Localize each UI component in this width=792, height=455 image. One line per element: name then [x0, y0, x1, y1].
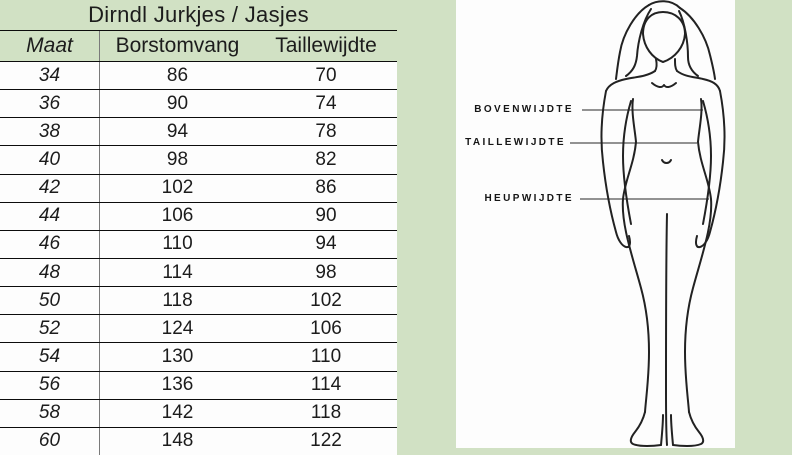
cell-borstomvang: 94 — [166, 120, 189, 142]
cell-borstomvang: 118 — [162, 289, 193, 311]
cell-taillewijdte: 106 — [310, 317, 342, 339]
hip-width-label: HEUPWIJDTE — [484, 193, 574, 204]
cell-borstomvang: 106 — [161, 205, 194, 227]
navel — [662, 160, 671, 163]
header-cell-borstomvang: Borstomvang — [115, 34, 240, 57]
cell-taillewijdte: 82 — [315, 148, 337, 170]
table-row — [0, 342, 397, 370]
table-row — [0, 117, 397, 145]
cell-taillewijdte: 74 — [315, 92, 337, 114]
cell-borstomvang: 142 — [161, 402, 194, 424]
cell-maat: 44 — [0, 203, 100, 230]
cell-maat: 36 — [0, 90, 100, 117]
table-row — [0, 145, 397, 173]
cell-borstomvang: 110 — [162, 233, 193, 255]
cell-borstomvang: 114 — [162, 261, 193, 283]
cell-borstomvang: 148 — [161, 430, 194, 452]
cell-taillewijdte: 110 — [310, 345, 342, 367]
cell-maat: 60 — [0, 428, 100, 455]
legs-center-line — [666, 214, 667, 445]
cell-taillewijdte: 70 — [315, 64, 337, 86]
waist-width-label: TAILLEWIJDTE — [465, 137, 566, 148]
cell-maat: 48 — [0, 259, 100, 286]
hair-outer-right — [680, 8, 715, 79]
cell-borstomvang: 124 — [161, 317, 194, 339]
cell-borstomvang: 98 — [166, 148, 189, 170]
cell-taillewijdte: 98 — [315, 261, 337, 283]
arm-right-inner — [703, 101, 711, 224]
cell-maat: 52 — [0, 315, 100, 342]
table-body — [0, 62, 397, 455]
cell-borstomvang: 102 — [161, 177, 194, 199]
measurement-lines — [570, 110, 709, 199]
ankle-inner-right — [671, 415, 673, 445]
face — [643, 12, 685, 62]
table-title: Dirndl Jurkjes / Jasjes — [0, 0, 397, 30]
neck-right — [675, 59, 677, 71]
cell-maat: 58 — [0, 400, 100, 427]
cell-taillewijdte: 94 — [315, 233, 337, 255]
bust-width-label: BOVENWIJDTE — [474, 104, 574, 115]
cell-maat: 40 — [0, 146, 100, 173]
cell-borstomvang: 130 — [161, 345, 194, 367]
arm-left-inner — [623, 101, 631, 224]
table-row — [0, 62, 397, 89]
cell-maat: 46 — [0, 231, 100, 258]
cell-taillewijdte: 102 — [310, 289, 342, 311]
arm-left-outer — [602, 91, 630, 247]
foot-right — [673, 412, 703, 446]
cell-maat: 56 — [0, 372, 100, 399]
cell-borstomvang: 136 — [161, 374, 194, 396]
table-row — [0, 174, 397, 202]
figure-outline — [602, 1, 725, 446]
cell-taillewijdte: 122 — [310, 430, 342, 452]
cell-maat: 54 — [0, 343, 100, 370]
cell-maat: 42 — [0, 175, 100, 202]
table-row — [0, 286, 397, 314]
cell-maat: 50 — [0, 287, 100, 314]
table-header-row — [0, 30, 397, 62]
table-row — [0, 314, 397, 342]
cell-taillewijdte: 114 — [310, 374, 342, 396]
torso-leg-left — [623, 99, 649, 412]
cell-borstomvang: 86 — [166, 64, 189, 86]
cell-maat: 34 — [0, 62, 100, 89]
collarbone — [652, 83, 676, 87]
foot-left — [631, 412, 661, 446]
cell-taillewijdte: 86 — [315, 177, 337, 199]
shoulder-left — [606, 71, 655, 91]
header-cell-maat: Maat — [0, 31, 100, 61]
cell-taillewijdte: 78 — [315, 120, 337, 142]
table-row — [0, 230, 397, 258]
neck-left — [655, 59, 657, 71]
header-cell-taillewijdte: Taillewijdte — [275, 34, 377, 57]
cell-taillewijdte: 118 — [310, 402, 342, 424]
table-row — [0, 427, 397, 455]
cell-taillewijdte: 90 — [315, 205, 337, 227]
table-row — [0, 371, 397, 399]
figure-panel — [456, 0, 735, 448]
ankle-inner-left — [661, 415, 663, 445]
cell-borstomvang: 90 — [166, 92, 189, 114]
torso-leg-right — [685, 99, 711, 412]
female-figure-illustration — [456, 0, 735, 448]
table-row — [0, 399, 397, 427]
table-row — [0, 89, 397, 117]
cell-maat: 38 — [0, 118, 100, 145]
hair-top — [649, 1, 680, 8]
table-row — [0, 202, 397, 230]
table-row — [0, 258, 397, 286]
